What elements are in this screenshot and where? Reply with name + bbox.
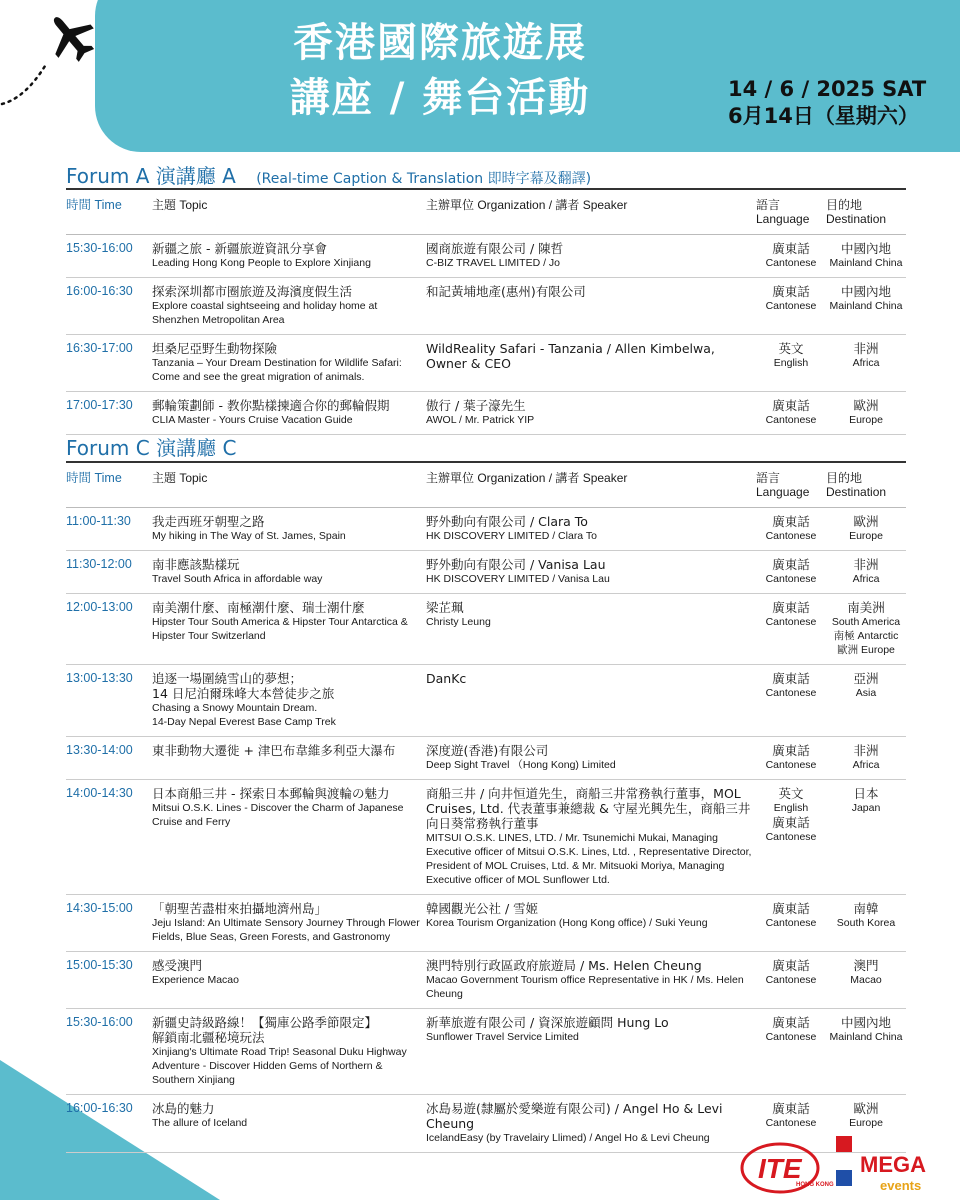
session-organizer: [426, 895, 756, 952]
col-topic: 主題 Topic: [152, 190, 426, 235]
destination-en: Macao: [850, 974, 882, 986]
topic-en: Travel South Africa in affordable way: [152, 573, 323, 585]
session-language: [756, 235, 826, 278]
language-en: Cantonese: [765, 917, 817, 929]
session-topic: [152, 278, 426, 335]
topic-zh: 探索深圳都市圈旅遊及海濱度假生活: [152, 284, 353, 299]
mega-logo: [836, 1136, 926, 1193]
language-en: Cantonese: [765, 300, 817, 312]
session-time: [66, 737, 152, 780]
destination-3: 南極 Antarctic: [833, 630, 899, 642]
session-topic: [152, 508, 426, 551]
col-language: [756, 463, 826, 508]
col-time: 時間 Time: [66, 463, 152, 508]
topic-zh: 郵輪策劃師 - 教你點樣揀適合你的郵輪假期: [152, 398, 390, 413]
time-text: 16:30-17:00: [66, 341, 133, 355]
session-organizer: [426, 665, 756, 737]
table-row: [66, 278, 906, 335]
session-topic: [152, 392, 426, 435]
destination-zh: 中國內地: [840, 284, 891, 299]
topic-zh: 「朝聖苦盡柑來拍攝地濟州島」: [152, 901, 328, 916]
destination-zh: 非洲: [853, 341, 879, 356]
destination-zh: 歐洲: [853, 514, 879, 529]
forum-c-title: [66, 432, 236, 461]
session-language: [756, 1009, 826, 1095]
time-text: 16:00-16:30: [66, 284, 133, 298]
topic-zh: 日本商船三井 - 探索日本郵輪與渡輪の魅力: [152, 786, 390, 801]
organizer-zh: 野外動向有限公司 / Clara To: [426, 514, 588, 529]
ite-logo: [742, 1144, 834, 1192]
organizer-en: AWOL / Mr. Patrick YIP: [426, 414, 535, 426]
session-topic: [152, 235, 426, 278]
session-topic: [152, 780, 426, 895]
topic-en: Tanzania – Your Dream Destination for Wildlife Safari: Come and see the great migration of animals.: [152, 357, 402, 383]
col-destination-zh: 目的地: [826, 471, 863, 485]
forum-c-table: [66, 463, 906, 1153]
language-zh: 廣東話: [772, 284, 810, 299]
session-time: [66, 895, 152, 952]
session-destination: [826, 508, 906, 551]
language-zh: 廣東話: [772, 241, 810, 256]
time-text: 17:00-17:30: [66, 398, 133, 412]
organizer-en: Christy Leung: [426, 616, 491, 628]
language-en: Cantonese: [765, 616, 817, 628]
topic-en: Explore coastal sightseeing and holiday home at Shenzhen Metropolitan Area: [152, 300, 378, 326]
organizer-zh: 深度遊(香港)有限公司: [426, 743, 549, 758]
col-language: [756, 190, 826, 235]
session-language: [756, 594, 826, 665]
table-row: [66, 551, 906, 594]
destination-en: Mainland China: [829, 257, 903, 269]
organizer-zh: 野外動向有限公司 / Vanisa Lau: [426, 557, 606, 572]
date-english: 14 / 6 / 2025 SAT: [728, 77, 927, 101]
organizer-en: Deep Sight Travel （Hong Kong) Limited: [426, 759, 616, 771]
destination-zh: 中國內地: [840, 1015, 891, 1030]
language-en-2: Cantonese: [765, 831, 817, 843]
session-time: [66, 335, 152, 392]
destination-zh: 非洲: [853, 557, 879, 572]
session-language: [756, 551, 826, 594]
table-row: [66, 665, 906, 737]
destination-zh: 日本: [853, 786, 879, 801]
organizer-zh: 傲行 / 葉子濠先生: [426, 398, 526, 413]
topic-zh: 追逐一場圍繞雪山的夢想；: [152, 671, 303, 686]
session-organizer: [426, 392, 756, 435]
session-destination: [826, 551, 906, 594]
table-row: [66, 737, 906, 780]
language-en: English: [773, 357, 809, 369]
destination-zh: 歐洲: [853, 398, 879, 413]
organizer-zh: 國商旅遊有限公司 / 陳哲: [426, 241, 564, 256]
organizer-zh: 澳門特別行政區政府旅遊局 / Ms. Helen Cheung: [426, 958, 702, 973]
organizer-en: MITSUI O.S.K. LINES, LTD. / Mr. Tsunemichi Mukai, Managing Executive officer of Mitsui O.S.K. Lines, Ltd. , Representative Director, President of MOL Cruises, Ltd. & Mr. Mitsuoki Moriya, Managing Executive officer of MOL Sunflower Ltd.: [426, 832, 752, 886]
col-destination: [826, 190, 906, 235]
sponsor-logos: [740, 1130, 960, 1200]
organizer-en: Macao Government Tourism office Representative in HK / Ms. Helen Cheung: [426, 974, 744, 1000]
session-time: [66, 235, 152, 278]
organizer-zh: 韓國觀光公社 / 雪姬: [426, 901, 539, 916]
table-row: [66, 335, 906, 392]
destination-en: Japan: [851, 802, 881, 814]
col-language-zh: 語言: [756, 198, 781, 212]
session-time: [66, 278, 152, 335]
session-organizer: [426, 1095, 756, 1153]
topic-en: Xinjiang's Ultimate Road Trip! Seasonal Duku Highway Adventure - Discover Hidden Gems of Northern & Southern Xinjiang: [152, 1046, 407, 1086]
destination-zh: 非洲: [853, 743, 879, 758]
topic-zh: 新疆之旅 - 新疆旅遊資訊分享會: [152, 241, 327, 256]
session-destination: [826, 895, 906, 952]
language-zh-2: 廣東話: [772, 815, 810, 830]
session-language: [756, 392, 826, 435]
session-destination: [826, 278, 906, 335]
destination-en: Mainland China: [829, 300, 903, 312]
title-line-2: 講座 / 舞台活動: [289, 75, 591, 121]
language-en: Cantonese: [765, 1117, 817, 1129]
destination-en: Europe: [849, 414, 883, 426]
language-zh: 英文: [778, 341, 804, 356]
session-time: [66, 551, 152, 594]
session-destination: [826, 335, 906, 392]
table-row: [66, 235, 906, 278]
session-organizer: [426, 278, 756, 335]
topic-zh: 感受澳門: [152, 958, 203, 973]
forum-a-title: [66, 160, 591, 189]
organizer-zh: 冰島易遊(隸屬於愛樂遊有限公司) / Angel Ho & Levi Cheung: [426, 1101, 723, 1131]
time-text: 16:00-16:30: [66, 1101, 133, 1115]
destination-en: Mainland China: [829, 1031, 903, 1043]
organizer-zh: WildReality Safari - Tanzania / Allen Kimbelwa, Owner & CEO: [426, 341, 715, 371]
mega-logo-sub: events: [880, 1178, 922, 1193]
table-row: [66, 392, 906, 435]
session-destination: [826, 780, 906, 895]
organizer-en: Korea Tourism Organization (Hong Kong office) / Suki Yeung: [426, 917, 708, 929]
topic-zh: 我走西班牙朝聖之路: [152, 514, 265, 529]
forum-a-subtitle: (Real-time Caption & Translation 即時字幕及翻譯): [256, 171, 592, 187]
session-organizer: [426, 551, 756, 594]
organizer-zh: 商船三井 / 向井恒道先生，商船三井常務執行董事，MOL Cruises, Ltd. 代表董事兼總裁 & 守屋光興先生，商船三井向日葵常務執行董事: [426, 786, 751, 831]
destination-en: Africa: [852, 357, 880, 369]
organizer-en: HK DISCOVERY LIMITED / Clara To: [426, 530, 597, 542]
airplane-icon: [44, 10, 98, 64]
destination-en: Europe: [849, 530, 883, 542]
language-en: Cantonese: [765, 687, 817, 699]
session-organizer: [426, 235, 756, 278]
session-topic: [152, 551, 426, 594]
event-date: [728, 76, 926, 130]
session-language: [756, 335, 826, 392]
time-text: 14:30-15:00: [66, 901, 133, 915]
session-language: [756, 665, 826, 737]
organizer-en: HK DISCOVERY LIMITED / Vanisa Lau: [426, 573, 610, 585]
language-en: Cantonese: [765, 530, 817, 542]
organizer-en: Sunflower Travel Service Limited: [426, 1031, 579, 1043]
organizer-en: C-BIZ TRAVEL LIMITED / Jo: [426, 257, 560, 269]
col-destination-en: Destination: [826, 212, 887, 226]
session-time: [66, 952, 152, 1009]
time-text: 14:00-14:30: [66, 786, 133, 800]
topic-zh-2: 解鎖南北疆秘境玩法: [152, 1030, 265, 1045]
topic-en: Chasing a Snowy Mountain Dream.: [152, 702, 318, 714]
time-text: 15:30-16:00: [66, 1015, 133, 1029]
table-row: [66, 952, 906, 1009]
language-en: English: [773, 802, 809, 814]
title-line-1: 香港國際旅遊展: [293, 20, 587, 66]
table-row: [66, 780, 906, 895]
language-en: Cantonese: [765, 573, 817, 585]
organizer-zh: 梁芷珮: [426, 600, 464, 615]
topic-zh: 東非動物大遷徙 + 津巴布韋維多利亞大瀑布: [152, 743, 396, 758]
time-text: 13:30-14:00: [66, 743, 133, 757]
forum-c-name: Forum C 演講廳 C: [66, 436, 237, 460]
time-text: 15:00-15:30: [66, 958, 133, 972]
mega-logo-text: MEGA: [860, 1152, 926, 1177]
session-language: [756, 278, 826, 335]
session-destination: [826, 665, 906, 737]
topic-en: Experience Macao: [152, 974, 239, 986]
session-organizer: [426, 594, 756, 665]
col-org: 主辦單位 Organization / 講者 Speaker: [426, 190, 756, 235]
session-organizer: [426, 335, 756, 392]
session-time: [66, 508, 152, 551]
destination-en: Europe: [849, 1117, 883, 1129]
session-destination: [826, 235, 906, 278]
topic-en: Leading Hong Kong People to Explore Xinjiang: [152, 257, 371, 269]
time-text: 11:00-11:30: [66, 514, 131, 528]
language-zh: 廣東話: [772, 958, 810, 973]
session-time: [66, 1095, 152, 1153]
language-zh: 廣東話: [772, 1015, 810, 1030]
organizer-zh: 和記黃埔地產(惠州)有限公司: [426, 284, 586, 299]
topic-zh: 冰島的魅力: [152, 1101, 215, 1116]
session-topic: [152, 737, 426, 780]
col-language-en: Language: [756, 485, 810, 499]
session-topic: [152, 665, 426, 737]
topic-zh: 坦桑尼亞野生動物探險: [152, 341, 278, 356]
language-zh: 英文: [778, 786, 804, 801]
destination-en: South Korea: [836, 917, 896, 929]
session-topic: [152, 594, 426, 665]
destination-4: 歐洲 Europe: [837, 644, 895, 656]
col-destination-zh: 目的地: [826, 198, 863, 212]
language-en: Cantonese: [765, 414, 817, 426]
destination-en: Africa: [852, 759, 880, 771]
topic-zh: 南美潮什麼、南極潮什麼、瑞士潮什麼: [152, 600, 365, 615]
topic-en: Hipster Tour South America & Hipster Tour Antarctica & Hipster Tour Switzerland: [152, 616, 408, 642]
language-zh: 廣東話: [772, 398, 810, 413]
session-topic: [152, 335, 426, 392]
language-en: Cantonese: [765, 974, 817, 986]
session-organizer: [426, 780, 756, 895]
col-language-en: Language: [756, 212, 810, 226]
topic-en: CLIA Master - Yours Cruise Vacation Guide: [152, 414, 353, 426]
session-language: [756, 780, 826, 895]
forum-a-name: Forum A 演講廳 A: [66, 164, 236, 188]
session-time: [66, 1009, 152, 1095]
page-title: [180, 18, 700, 128]
topic-en-2: 14-Day Nepal Everest Base Camp Trek: [152, 716, 336, 728]
table-row: [66, 1009, 906, 1095]
language-zh: 廣東話: [772, 743, 810, 758]
time-text: 15:30-16:00: [66, 241, 133, 255]
destination-en: Asia: [855, 687, 877, 699]
language-zh: 廣東話: [772, 557, 810, 572]
session-destination: [826, 952, 906, 1009]
col-language-zh: 語言: [756, 471, 781, 485]
destination-en: South America: [831, 616, 901, 628]
session-language: [756, 508, 826, 551]
session-language: [756, 895, 826, 952]
language-en: Cantonese: [765, 1031, 817, 1043]
organizer-en: IcelandEasy (by Travelairy Llimed) / Angel Ho & Levi Cheung: [426, 1132, 710, 1144]
session-destination: [826, 1009, 906, 1095]
session-destination: [826, 594, 906, 665]
topic-en: The allure of Iceland: [152, 1117, 248, 1129]
col-destination-en: Destination: [826, 485, 887, 499]
flight-path-dots: [0, 58, 60, 108]
session-topic: [152, 895, 426, 952]
destination-zh: 歐洲: [853, 1101, 879, 1116]
topic-zh-2: 14 日尼泊爾珠峰大本營徒步之旅: [152, 686, 335, 701]
language-zh: 廣東話: [772, 600, 810, 615]
language-en: Cantonese: [765, 759, 817, 771]
language-zh: 廣東話: [772, 671, 810, 686]
time-text: 13:00-13:30: [66, 671, 133, 685]
col-destination: [826, 463, 906, 508]
session-time: [66, 594, 152, 665]
organizer-zh: DanKc: [426, 671, 467, 686]
language-zh: 廣東話: [772, 901, 810, 916]
destination-zh: 南韓: [853, 901, 879, 916]
destination-zh: 南美洲: [847, 600, 885, 615]
destination-en: Africa: [852, 573, 880, 585]
forum-a-table: [66, 190, 906, 435]
destination-zh: 中國內地: [840, 241, 891, 256]
destination-zh: 亞洲: [853, 671, 879, 686]
topic-en: Mitsui O.S.K. Lines - Discover the Charm of Japanese Cruise and Ferry: [152, 802, 404, 828]
topic-en: My hiking in The Way of St. James, Spain: [152, 530, 346, 542]
session-language: [756, 737, 826, 780]
session-topic: [152, 1009, 426, 1095]
table-row: [66, 508, 906, 551]
language-zh: 廣東話: [772, 514, 810, 529]
session-organizer: [426, 1009, 756, 1095]
time-text: 12:00-13:00: [66, 600, 133, 614]
table-header-row: [66, 190, 906, 235]
destination-zh: 澳門: [853, 958, 879, 973]
session-time: [66, 780, 152, 895]
session-topic: [152, 952, 426, 1009]
topic-zh: 新疆史詩級路線！【獨庫公路季節限定】: [152, 1015, 378, 1030]
language-en: Cantonese: [765, 257, 817, 269]
session-language: [756, 952, 826, 1009]
session-topic: [152, 1095, 426, 1153]
session-organizer: [426, 508, 756, 551]
table-header-row: [66, 463, 906, 508]
ite-logo-text: ITE: [758, 1153, 802, 1184]
organizer-zh: 新華旅遊有限公司 / 資深旅遊顧問 Hung Lo: [426, 1015, 669, 1030]
topic-en: Jeju Island: An Ultimate Sensory Journey Through Flower Fields, Blue Seas, Green Forests, and Gastronomy: [152, 917, 420, 943]
session-destination: [826, 392, 906, 435]
session-time: [66, 665, 152, 737]
session-organizer: [426, 952, 756, 1009]
date-chinese: 6月14日（星期六）: [728, 104, 919, 128]
time-text: 11:30-12:00: [66, 557, 132, 571]
col-topic: 主題 Topic: [152, 463, 426, 508]
table-row: [66, 594, 906, 665]
session-time: [66, 392, 152, 435]
ite-logo-sub: HONG KONG: [796, 1182, 834, 1188]
session-destination: [826, 737, 906, 780]
table-row: [66, 895, 906, 952]
session-organizer: [426, 737, 756, 780]
topic-zh: 南非應該點樣玩: [152, 557, 240, 572]
col-time: 時間 Time: [66, 190, 152, 235]
language-zh: 廣東話: [772, 1101, 810, 1116]
col-org: 主辦單位 Organization / 講者 Speaker: [426, 463, 756, 508]
